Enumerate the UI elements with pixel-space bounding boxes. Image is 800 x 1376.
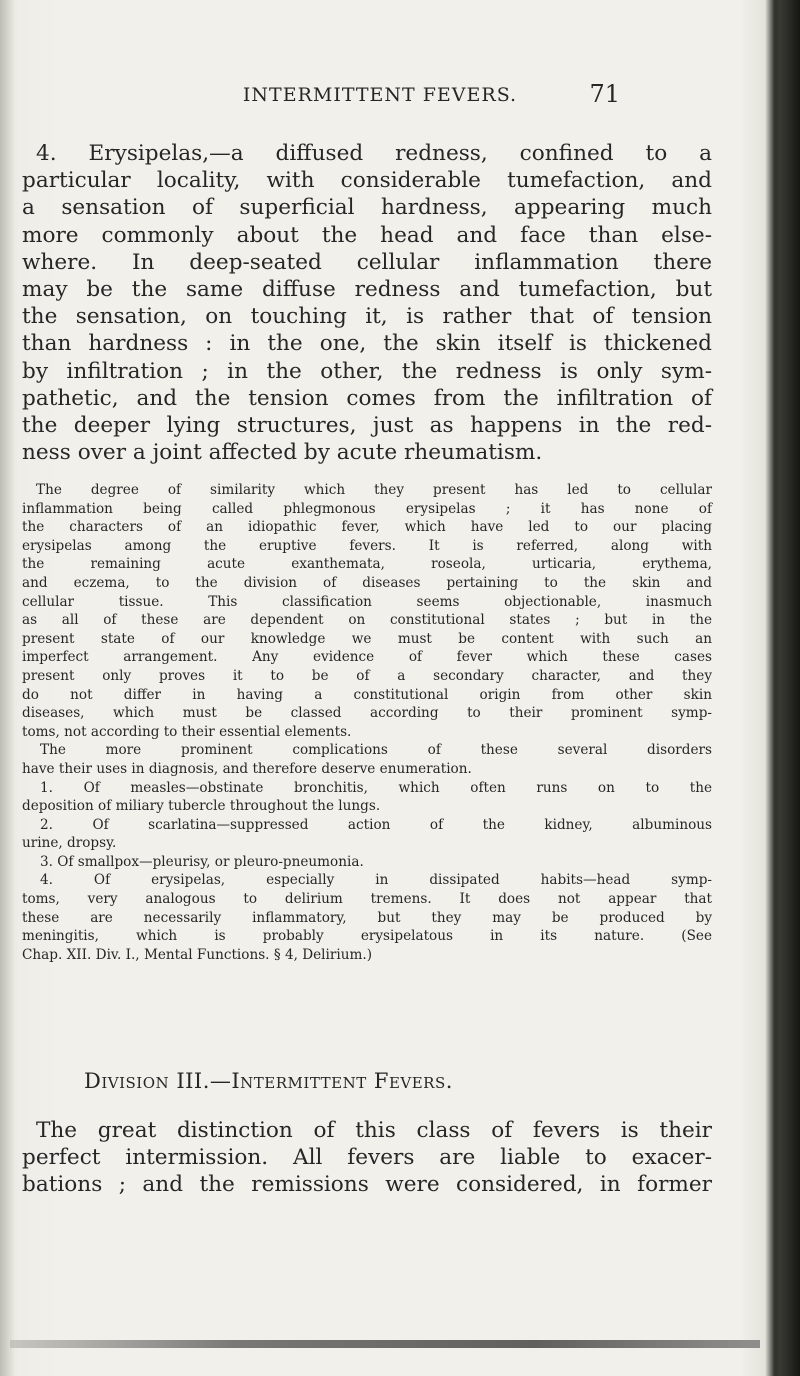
text-line: by infiltration ; in the other, the redness is only sym- — [22, 358, 712, 384]
text-line: more commonly about the head and face than else- — [22, 222, 712, 248]
footnote-line: diseases, which must be classed according to their prominent symp- — [22, 705, 712, 722]
erysipelas-paragraph — [22, 140, 712, 466]
intermittent-intro-paragraph — [22, 1117, 712, 1199]
complication-item: 4. Of erysipelas, especially in dissipated habits—head symp- — [40, 872, 712, 889]
page-number: 71 — [589, 80, 620, 108]
book-spine-shadow — [772, 0, 800, 1376]
footnote-line: as all of these are dependent on constitutional states ; but in the — [22, 612, 712, 629]
footnote-line: erysipelas among the eruptive fevers. It is referred, along with — [22, 537, 712, 554]
footnote-line: cellular tissue. This classification seems objectionable, inasmuch — [22, 593, 712, 610]
text-line: than hardness : in the one, the skin itself is thickened — [22, 331, 712, 357]
complication-item: 2. Of scarlatina—suppressed action of the kidney, albuminous — [40, 816, 712, 833]
complication-item-cont: urine, dropsy. — [22, 835, 117, 852]
text-line: may be the same diffuse redness and tumefaction, but — [22, 276, 712, 302]
complication-item: 1. Of measles—obstinate bronchitis, which often runs on to the — [40, 779, 712, 796]
footnote-line: toms, not according to their essential elements. — [22, 723, 352, 740]
complication-item-cont: meningitis, which is probably erysipelatous in its nature. (See — [22, 928, 712, 945]
text-line: 4. Erysipelas,—a diffused redness, confined to a — [36, 141, 712, 166]
footnote-line: the characters of an idiopathic fever, which have led to our placing — [22, 519, 712, 536]
page-left-edge — [0, 0, 14, 1376]
footnote-line: imperfect arrangement. Any evidence of fever which these cases — [22, 649, 712, 666]
footnote-line: have their uses in diagnosis, and therefore deserve enumeration. — [22, 760, 472, 777]
text-line: where. In deep-seated cellular inflammation there — [22, 249, 712, 275]
footnote — [22, 481, 712, 964]
text-line: pathetic, and the tension comes from the infiltration of — [22, 385, 712, 411]
text-line: particular locality, with considerable tumefaction, and — [22, 168, 712, 194]
complication-item-cont: toms, very analogous to delirium tremens. It does not appear that — [22, 891, 712, 908]
footnote-line: present only proves it to be of a secondary character, and they — [22, 667, 712, 684]
complication-item-cont: these are necessarily inflammatory, but they may be produced by — [22, 909, 712, 926]
footnote-line: and eczema, to the division of diseases pertaining to the skin and — [22, 574, 712, 591]
footnote-line: present state of our knowledge we must be content with such an — [22, 630, 712, 647]
text-line: the sensation, on touching it, is rather that of tension — [22, 304, 712, 330]
text-line: bations ; and the remissions were considered, in former — [22, 1172, 712, 1198]
footnote-line: inflammation being called phlegmonous erysipelas ; it has none of — [22, 500, 712, 517]
footnote-line: The degree of similarity which they present has led to cellular — [36, 482, 712, 498]
complication-item-cont: deposition of miliary tubercle throughout the lungs. — [22, 798, 381, 815]
division-heading: Division III.—Intermittent Fevers. — [84, 1069, 453, 1093]
footnote-line: The more prominent complications of these several disorders — [40, 742, 712, 759]
text-line: a sensation of superficial hardness, appearing much — [22, 195, 712, 221]
running-head: INTERMITTENT FEVERS. — [242, 84, 518, 106]
complication-item: 3. Of smallpox—pleurisy, or pleuro-pneumonia. — [40, 853, 364, 870]
text-line: ness over a joint affected by acute rheumatism. — [22, 440, 543, 466]
footnote-line: do not differ in having a constitutional origin from other skin — [22, 686, 712, 703]
complication-item-cont: Chap. XII. Div. I., Mental Functions. § 4, Delirium.) — [22, 946, 372, 963]
text-line: the deeper lying structures, just as happens in the red- — [22, 412, 712, 438]
footnote-line: the remaining acute exanthemata, roseola, urticaria, erythema, — [22, 556, 712, 573]
page-bottom-edge — [10, 1340, 760, 1348]
text-line: perfect intermission. All fevers are liable to exacer- — [22, 1145, 712, 1171]
text-line: The great distinction of this class of fevers is their — [36, 1118, 712, 1143]
page-header — [0, 80, 760, 114]
